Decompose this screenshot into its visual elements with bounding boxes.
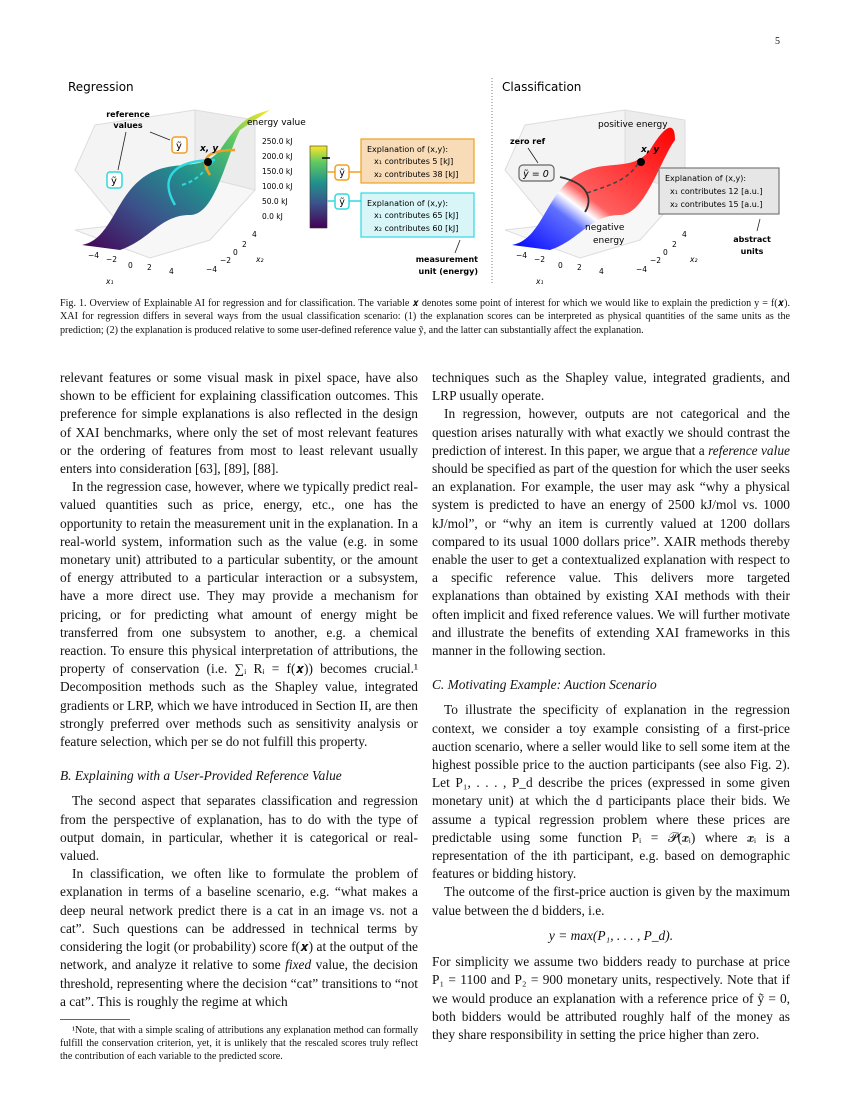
ref-symbol: ỹ (339, 168, 345, 179)
right-column (432, 369, 790, 1044)
section-heading: B. Explaining with a User-Provided Reference Value (60, 768, 342, 784)
negative-energy-label: energy (593, 236, 625, 246)
svg-text:2: 2 (147, 263, 152, 272)
text-segment: relevant features or some visual mask in pixel space, have also shown to be efficient for explaining classification outcomes. This preference for simple explanations is also reflected in the design of XAI benchmarks, where only the set of most relevant features or the ordering of features from most to least relevant usually enters into consideration [63], [89], [88]. (60, 370, 418, 477)
text-segment: To illustrate the specificity of explanation in the regression context, we consider a toy example consisting of a first-price auction scenario, where a seller would like to sell some item at the highest possible price to the auction participants (see also Fig. 2). Let P₁, . . . , P_d describe the prices (expressed in some given monetary unit) at which the d participants place their bids. We assume a typical regression problem where these prices are predictable using some function Pᵢ = 𝒫(𝒙ᵢ) where 𝒙ᵢ is a representation of the ith participant, e.g. based on demographic features or bidding history. (432, 702, 790, 882)
footnote: ¹Note, that with a simple scaling of attributions any explanation method can formally fulfill the conservation criterion, yet, it is unlikely that the rescaled scores truly reflect the contribution of each variable to the predicted score. (60, 1025, 418, 1062)
svg-text:x₂: x₂ (690, 255, 698, 264)
text-segment: techniques such as the Shapley value, integrated gradients, and LRP usually operate. (432, 370, 790, 404)
paragraph (432, 953, 790, 1044)
left-column (60, 369, 418, 1011)
abstract-units-label: units (740, 247, 764, 256)
x2-ticks (206, 230, 263, 274)
negative-energy-label: negative (585, 223, 625, 233)
svg-text:Explanation of (x,y):: Explanation of (x,y): (665, 174, 747, 183)
paragraph (60, 865, 418, 1011)
svg-text:x₂: x₂ (256, 255, 264, 264)
svg-text:0: 0 (663, 248, 668, 257)
svg-text:−4: −4 (88, 251, 100, 260)
measurement-label: measurement (415, 255, 478, 264)
text-segment: In classification, we often like to formulate the problem of explanation in terms of a baseline scenario, e.g. “what makes a deep neural network predict there is a cat in an image vs. not a cat”. Such questions can be addressed in technical terms by considering the logit (or probability) score f(𝒙) at the output of the network, and analyze it relative to some (60, 866, 418, 973)
svg-text:−4: −4 (516, 251, 528, 260)
paragraph (432, 883, 790, 919)
svg-text:0: 0 (233, 248, 238, 257)
svg-text:x₁: x₁ (106, 277, 114, 286)
class-x2-ticks (636, 230, 697, 274)
svg-text:0: 0 (128, 261, 133, 270)
regression-point (204, 158, 212, 166)
svg-text:0: 0 (558, 261, 563, 270)
svg-text:0.0 kJ: 0.0 kJ (262, 212, 283, 221)
reference-label: values (113, 121, 143, 130)
reference-label: reference (106, 110, 150, 119)
text-segment: reference value (708, 442, 790, 458)
text-segment: fixed (285, 957, 312, 973)
svg-text:x₁ contributes 65 [kJ]: x₁ contributes 65 [kJ] (374, 211, 459, 220)
text-segment: The outcome of the first-price auction is given by the maximum value between the d bidders, i.e. (432, 884, 790, 918)
ref-symbol: ỹ (111, 176, 117, 187)
text-segment: value, the decision threshold, representing where the decision “cat” transitions to “not a cat”. This is roughly the regime at which (60, 957, 418, 1009)
svg-text:4: 4 (682, 230, 687, 239)
svg-text:150.0 kJ: 150.0 kJ (262, 167, 293, 176)
svg-text:4: 4 (169, 267, 174, 276)
text-segment: For simplicity we assume two bidders ready to purchase at price P₁ = 1100 and P₂ = 900 monetary units, respectively. Note that if we would produce an explanation with a reference price of ỹ = 0, both bidders would be attributed roughly half of the money as they share responsibility in setting the price higher than zero. (432, 954, 790, 1042)
svg-text:x₁: x₁ (536, 277, 544, 286)
svg-text:x₂ contributes 15 [a.u.]: x₂ contributes 15 [a.u.] (670, 200, 763, 209)
regression-title: Regression (68, 80, 134, 94)
z-ticks (262, 137, 292, 221)
paragraph (60, 369, 418, 478)
svg-text:x₂ contributes 38 [kJ]: x₂ contributes 38 [kJ] (374, 170, 459, 179)
svg-text:−4: −4 (636, 265, 648, 274)
page-number: 5 (775, 36, 780, 47)
zero-ref-label: zero ref (510, 137, 546, 146)
footnote-rule (60, 1019, 130, 1020)
paragraph (60, 792, 418, 865)
svg-text:−2: −2 (220, 256, 232, 265)
text-segment: The second aspect that separates classification and regression from the perspective of explanation, has to do with the type of output domain, in particular, whether it is categorical or real-valued. (60, 793, 418, 864)
svg-text:x₂ contributes 60 [kJ]: x₂ contributes 60 [kJ] (374, 224, 459, 233)
svg-text:4: 4 (599, 267, 604, 276)
section-heading: C. Motivating Example: Auction Scenario (432, 677, 657, 693)
ref-symbol: ỹ (339, 197, 345, 208)
classification-point (637, 158, 645, 166)
point-label: x, y (641, 145, 660, 155)
svg-text:50.0 kJ: 50.0 kJ (262, 197, 288, 206)
svg-text:200.0 kJ: 200.0 kJ (262, 152, 293, 161)
equation: y = max(P₁, . . . , P_d). (548, 927, 674, 943)
figure-caption: Fig. 1. Overview of Explainable AI for regression and for classification. The variable 𝒙 denotes some point of interest for which we would like to explain the prediction y = f(𝒙). XAI for regression differs in several ways from the usual classification scenario: (1) the explanation scores can be interpreted as physical quantities of the same units as the prediction; (2) the explanation is produced relative to some user-defined reference value ỹ, and the latter can substantially affect the explanation. (60, 298, 790, 336)
x1-ticks (88, 251, 174, 286)
svg-text:Explanation of (x,y):: Explanation of (x,y): (367, 145, 449, 154)
explanation-box-gray (659, 168, 779, 214)
ref-symbol: ỹ (176, 141, 182, 152)
explanation-box-orange (361, 139, 474, 183)
positive-energy-label: positive energy (598, 120, 668, 130)
classification-title: Classification (502, 80, 582, 94)
svg-text:2: 2 (577, 263, 582, 272)
paragraph (432, 405, 790, 660)
paragraph (432, 701, 790, 883)
point-label: x, y (200, 144, 219, 154)
abstract-units-label: abstract (733, 235, 771, 244)
class-x1-ticks (516, 251, 604, 286)
measurement-label: unit (energy) (418, 267, 478, 276)
svg-text:2: 2 (672, 240, 677, 249)
ref-box-label: ỹ = 0 (523, 169, 549, 180)
text-segment: should be specified as part of the question for which the user seeks an explanation. For example, the user may ask “why a physical system is predicted to have an energy of 2500 kJ/mol vs. 1000 kJ/mol”, or “why an item is currently valued at 1200 dollars compared to its usual 1000 dollars price”. XAIR methods thereby enable the user to get a contextualized explanation with respect to a specific reference value. This delivers more targeted explanations than obtained by existing XAI methods with their often implicit and fixed reference values. We will further motivate and illustrate the benefits of extending XAI frameworks in this manner in the following section. (432, 461, 790, 659)
svg-text:4: 4 (252, 230, 257, 239)
text-segment: In regression, however, outputs are not categorical and the question arises naturally with what exactly we should contrast the prediction of interest. In this paper, we argue that a (432, 406, 790, 458)
paragraph (432, 369, 790, 405)
svg-text:x₁ contributes 5 [kJ]: x₁ contributes 5 [kJ] (374, 157, 454, 166)
svg-text:−4: −4 (206, 265, 218, 274)
explanation-box-cyan (361, 193, 474, 237)
paragraph (60, 478, 418, 751)
figure-1 (0, 0, 850, 290)
svg-text:2: 2 (242, 240, 247, 249)
svg-text:−2: −2 (534, 255, 546, 264)
text-segment: In the regression case, however, where we typically predict real-valued quantities such as price, energy, etc., one has the opportunity to retain the measurement unit in the explanation. In a real-world system, information such as the value (e.g. in some monetary unit) attributed to a particular subentity, or the amount of energy attributed to a particular interaction or a subsystem, have a more direct use. They may provide a mechanism for pricing, or for predicting what amount of energy might be transferred from one subsystem to another, e.g. a chemical reaction. To ensure this physical interpretation of attributions, the property of conservation (i.e. ∑ᵢ Rᵢ = f(𝒙)) becomes crucial.¹ Decomposition methods such as the Shapley value, integrated gradients or LRP, which we have introduced in Section II, are then strongly preferred over methods such as sensitivity analysis or feature selection, which per se do not fulfill this property. (60, 479, 418, 750)
svg-text:x₁ contributes 12 [a.u.]: x₁ contributes 12 [a.u.] (670, 187, 763, 196)
svg-text:Explanation of (x,y):: Explanation of (x,y): (367, 199, 449, 208)
svg-text:250.0 kJ: 250.0 kJ (262, 137, 293, 146)
svg-text:−2: −2 (106, 255, 118, 264)
svg-text:100.0 kJ: 100.0 kJ (262, 182, 293, 191)
energy-value-label: energy value (247, 118, 306, 128)
svg-text:−2: −2 (650, 256, 662, 265)
